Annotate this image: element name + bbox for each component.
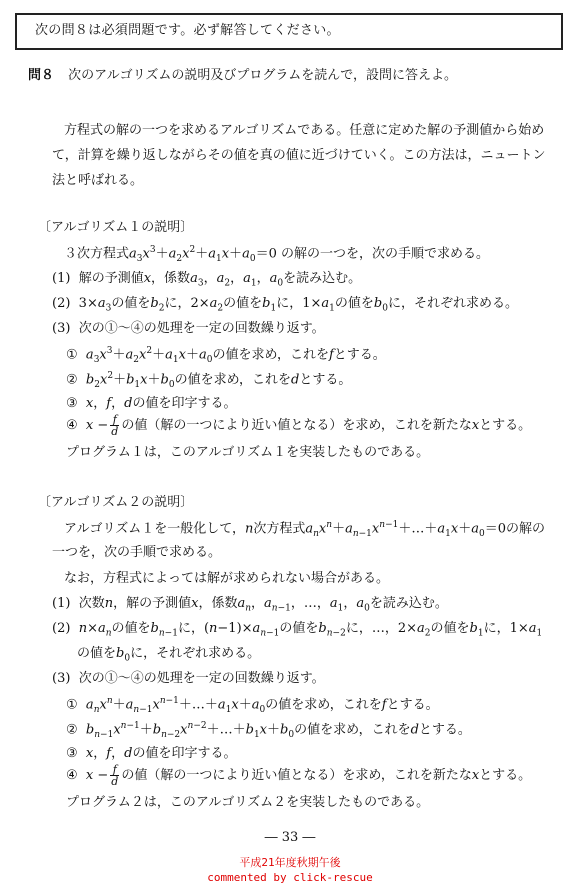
- algorithm-2-paragraph-line-1: アルゴリズム１を一般化して，n次方程式$a_nx^n+a_{n-1}x^{n-1}+\dots+a_1x+a_0=0$の解の: [64, 520, 546, 539]
- question-number: 問８: [28, 68, 55, 83]
- algorithm-2-substep-2: ② $b_{n-1}x^{n-1}+b_{n-2}x^{n-2}+\dots+b_1x+b_0$の値を求め，これをdとする。: [66, 721, 471, 740]
- page-number: ― 33 ―: [264, 830, 316, 845]
- algorithm-2-substep-3: ③ x，f，dの値を印字する。: [66, 746, 237, 761]
- credit-label: commented by click-rescue: [207, 871, 373, 884]
- algorithm-1-step-3: (3) 次の①～④の処理を一定の回数繰り返す。: [52, 321, 325, 336]
- algorithm-1-substep-1: ① $a_3x^3+a_2x^2+a_1x+a_0$の値を求め，これをfとする。: [66, 346, 386, 365]
- algorithm-2-substep-4: ④ x − $\frac{f}{d}$ の値（解の一つにより近い値となる）を求め，これを新たなxとする。: [66, 763, 532, 788]
- question-prompt: 次のアルゴリズムの説明及びプログラムを読んで，設問に答えよ。: [68, 68, 457, 83]
- algorithm-2-step-1: (1) 次数n，解の予測値x，係数$a_n$，$a_{n-1}$，…，$a_1$，$a_0$を読み込む。: [52, 596, 448, 614]
- algorithm-1-substep-3: ③ x，f，dの値を印字する。: [66, 396, 237, 411]
- mandatory-notice-box: [15, 13, 563, 50]
- fraction-f-over-d: $\frac{f}{d}$: [111, 413, 119, 438]
- algorithm-1-substep-4: ④ x − $\frac{f}{d}$ の値（解の一つにより近い値となる）を求め，これを新たなxとする。: [66, 413, 532, 438]
- algorithm-2-step-2-cont: の値を$b_0$に，それぞれ求める。: [77, 646, 261, 664]
- algorithm-2-heading: 〔アルゴリズム２の説明〕: [38, 495, 194, 510]
- algorithm-2-paragraph-line-2: 一つを，次の手順で求める。: [52, 545, 222, 560]
- algorithm-1-lead: ３次方程式$a_3x^3+a_2x^2+a_1x+a_0=0$ の解の一つを，次の手順で求める。: [64, 245, 489, 264]
- fraction-f-over-d: $\frac{f}{d}$: [111, 763, 119, 788]
- algorithm-1-heading: 〔アルゴリズム１の説明〕: [38, 220, 194, 235]
- algorithm-1-program-note: プログラム１は，このアルゴリズム１を実装したものである。: [66, 445, 430, 460]
- exam-session-label: 平成21年度秋期午後: [239, 856, 341, 869]
- algorithm-1-substep-2: ② $b_2x^2+b_1x+b_0$の値を求め，これをdとする。: [66, 371, 352, 390]
- algorithm-1-step-2: (2) $3\times a_3$の値を$b_2$に，$2\times a_2$の値を$b_1$に，$1\times a_1$の値を$b_0$に，それぞれ求める。: [52, 296, 518, 314]
- algorithm-2-note: なお，方程式によっては解が求められない場合がある。: [64, 571, 390, 586]
- algorithm-2-step-2: (2) $n\times a_n$の値を$b_{n-1}$に，$(n-1)\times a_{n-1}$の値を$b_{n-2}$に，…，$2\times a_2$の値を$b_1$に，$1\times a_1$: [52, 621, 543, 639]
- algorithm-2-step-3: (3) 次の①～④の処理を一定の回数繰り返す。: [52, 671, 325, 686]
- intro-line: 法と呼ばれる。: [52, 173, 144, 188]
- intro-line: 方程式の解の一つを求めるアルゴリズムである。任意に定めた解の予測値から始め: [64, 123, 545, 138]
- intro-line: て，計算を繰り返しながらその値を真の値に近づけていく。この方法は，ニュートン: [52, 148, 546, 163]
- question-heading: [28, 68, 457, 84]
- algorithm-2-substep-1: ① $a_nx^n+a_{n-1}x^{n-1}+\dots+a_1x+a_0$の値を求め，これをfとする。: [66, 696, 439, 715]
- mandatory-notice-text: 次の問８は必須問題です。必ず解答してください。: [35, 23, 340, 38]
- algorithm-1-step-1: (1) 解の予測値x，係数$a_3$，$a_2$，$a_1$，$a_0$を読み込む。: [52, 271, 362, 289]
- algorithm-2-program-note: プログラム２は，このアルゴリズム２を実装したものである。: [66, 795, 430, 810]
